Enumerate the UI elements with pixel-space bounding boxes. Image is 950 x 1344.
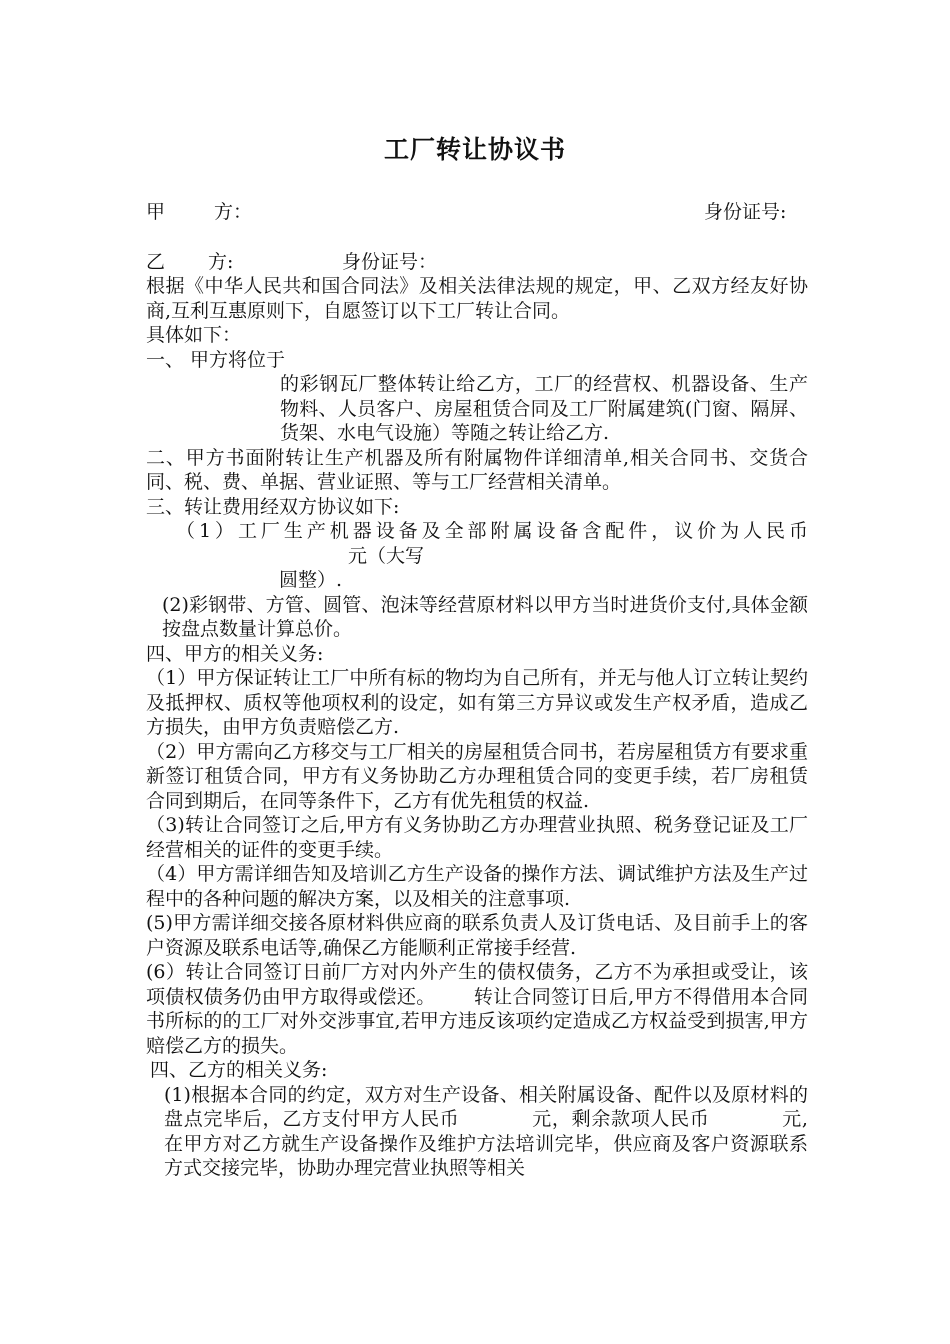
section-4-item-4: （4）甲方需详细告知及培训乙方生产设备的操作方法、调试维护方法及生产过程中的各种问题的解决方案，以及相关的注意事项.	[146, 863, 808, 910]
section-4-item-1: （1）甲方保证转让工厂中所有标的物均为自己所有，并无与他人订立转让契约及抵押权、质权等他项权利的设定，如有第三方异议或发生产权矛盾，造成乙方损失，由甲方负责赔偿乙方.	[146, 667, 808, 738]
section-3-heading: 三、转让费用经双方协议如下:	[146, 495, 400, 518]
section-5-heading: 四、乙方的相关义务:	[150, 1059, 328, 1081]
section-4-item-5: (5)甲方需详细交接各原材料供应商的联系负责人及订货电话、及目前手上的客户资源及联系电话等,确保乙方能顺利正常接手经营.	[146, 912, 808, 959]
party-b-id-label: 身份证号：	[342, 251, 438, 273]
party-b-row	[146, 249, 810, 275]
section-2-paragraph: 二、甲方书面附转让生产机器及所有附属物件详细清单,相关合同书、交货合同、税、费、单据、营业证照、等与工厂经营相关清单。	[146, 446, 808, 493]
party-a-label-suffix: 方：	[214, 201, 253, 223]
document-body	[146, 274, 808, 1181]
party-b-label: 乙	[146, 251, 166, 273]
intro-paragraph: 根据《中华人民共和国合同法》及相关法律法规的规定，甲、乙双方经友好协商,互利互惠原则下，自愿签订以下工厂转让合同。	[146, 275, 808, 322]
section-4-heading: 四、甲方的相关义务:	[146, 642, 324, 665]
intro-followup: 具体如下：	[146, 324, 242, 346]
document-title: 工厂转让协议书	[383, 135, 566, 164]
section-3-item-1-text: （1）工厂生产机器设备及全部附属设备含配件，议价为人民币	[176, 520, 808, 542]
section-3-item-1-daxie: 元（大写	[348, 544, 425, 567]
section-4-item-6-text: (6）转让合同签订日前厂方对内外产生的债权债务，乙方不为承担或受让，该项债权债务仍由甲方取得或偿还。	[146, 961, 808, 1008]
section-1-text	[146, 372, 808, 446]
party-a-label: 甲	[146, 201, 166, 223]
section-3-item-2: (2)彩钢带、方管、圆管、泡沫等经营原材料以甲方当时进货价支付,具体金额按盘点数量计算总价。	[162, 593, 808, 640]
section-4-item-6	[146, 960, 808, 1058]
section-4-item-3: （3)转让合同签订之后,甲方有义务协助乙方办理营业执照、税务登记证及工厂经营相关的证件的变更手续。	[146, 814, 808, 861]
party-b-label-suffix: 方:	[208, 251, 234, 273]
section-3-item-1	[146, 519, 808, 568]
section-1-heading: 一、 甲方将位于	[146, 348, 286, 371]
section-4-item-6-text-2: 转让合同签订日后,甲方不得借用本合同书所标的的工厂对外交涉事宜,若甲方违反该项约定造成乙方权益受到损害,甲方赔偿乙方的损失。	[146, 985, 808, 1057]
section-3-item-1-end: 圆整）.	[279, 569, 343, 591]
party-a-id-label: 身份证号:	[704, 201, 787, 223]
section-4-item-2: （2）甲方需向乙方移交与工厂相关的房屋租赁合同书，若房屋租赁方有要求重新签订租赁合同，甲方有义务协助乙方办理租赁合同的变更手续，若厂房租赁合同到期后，在同等条件下，乙方有优先租赁的权益.	[146, 740, 808, 812]
party-a-row	[146, 199, 810, 225]
section-5-item-1	[146, 1083, 808, 1181]
section-5-item-1-text-b: 元，剩余款项人民币	[531, 1108, 710, 1130]
section-1-text-content: 的彩钢瓦厂整体转让给乙方，工厂的经营权、机器设备、生产物料、人员客户、房屋租赁合同及工厂附属建筑(门窗、隔屏、货架、水电气设施）等随之转让给乙方.	[280, 373, 808, 444]
section-5-item-1-text-a: (1)根据本合同的约定，双方对生产设备、相关附属设备、配件以及原材料的盘点完毕后，乙方支付甲方人民币	[164, 1083, 808, 1130]
section-5-item-1-text-c: 元,在甲方对乙方就生产设备操作及维护方法培训完毕，供应商及客户资源联系方式交接完毕，协助办理完营业执照等相关	[164, 1108, 808, 1179]
